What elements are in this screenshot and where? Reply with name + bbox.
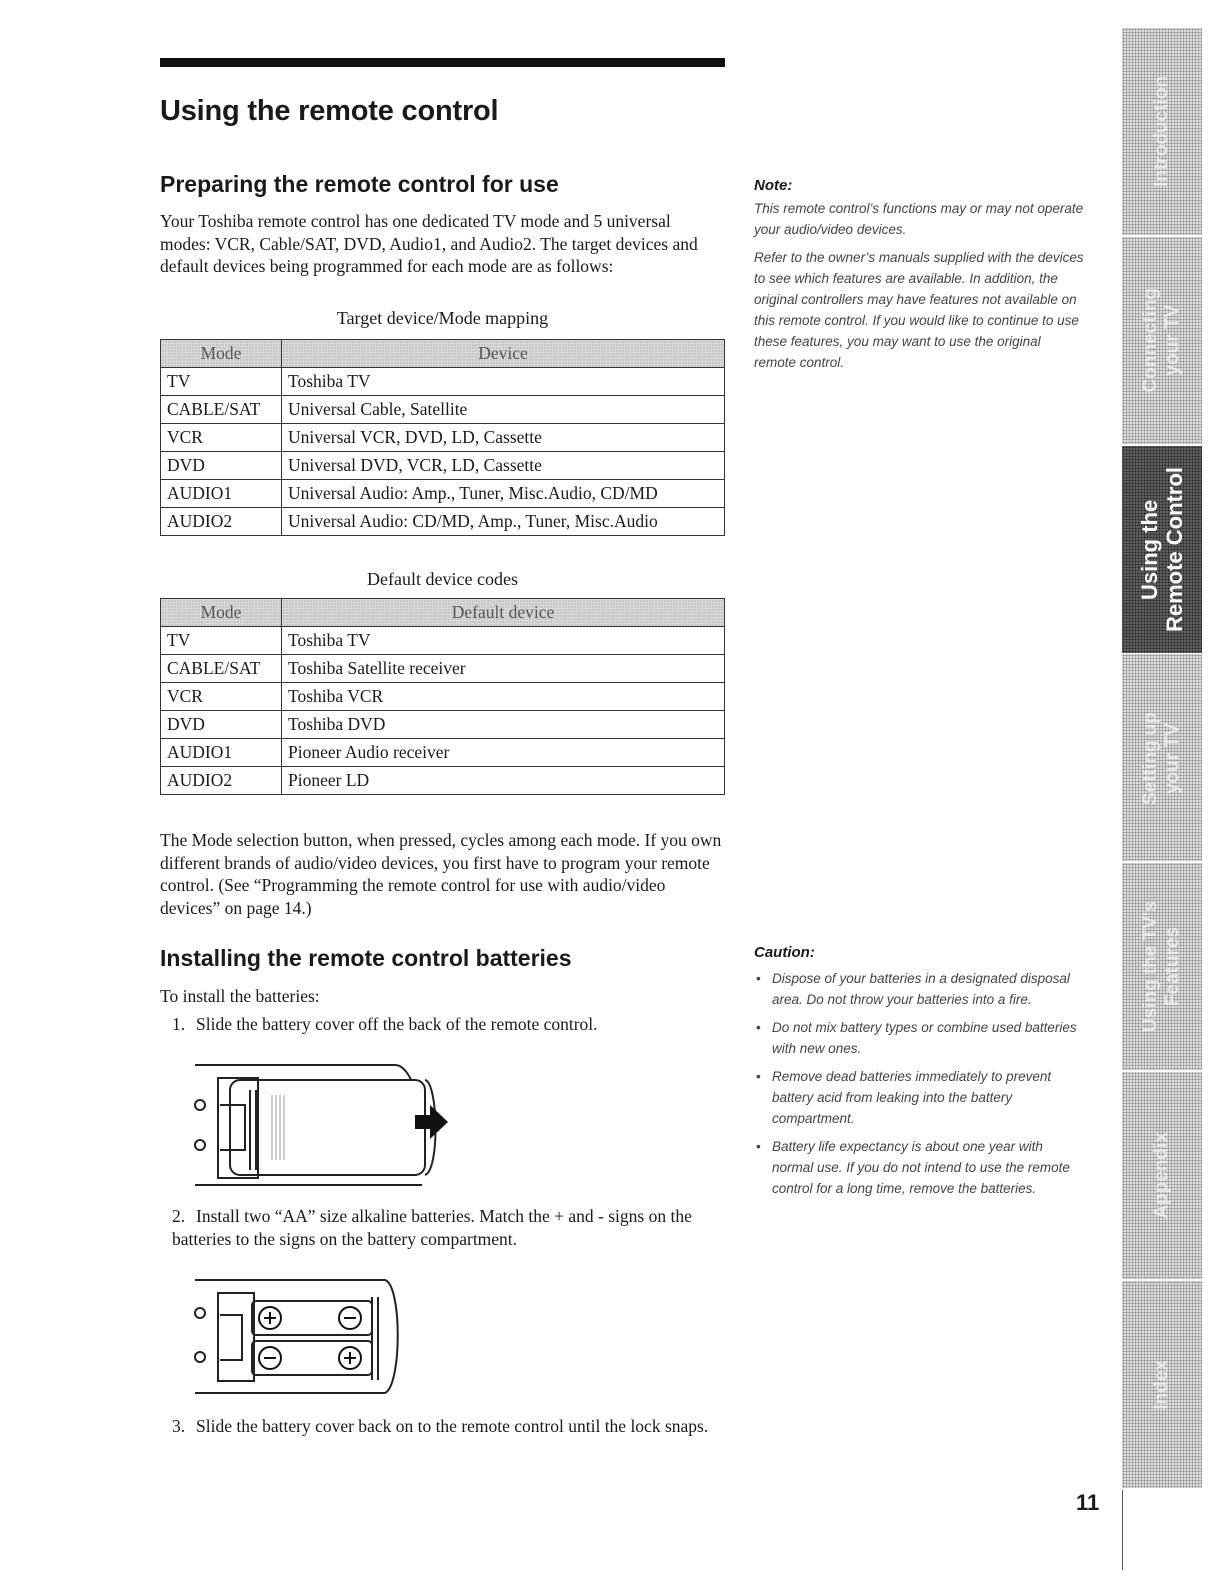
- step-2: [172, 1205, 712, 1250]
- table-cell: TV: [161, 368, 282, 396]
- table-cell: Pioneer LD: [282, 767, 725, 795]
- table-cell: Universal Audio: Amp., Tuner, Misc.Audio, CD/MD: [282, 480, 725, 508]
- battery-install-illustration: [190, 1275, 410, 1400]
- caution-list: [754, 968, 1084, 1206]
- page-number-rule: [1122, 1490, 1123, 1570]
- table-cell: Universal Audio: CD/MD, Amp., Tuner, Misc.Audio: [282, 508, 725, 536]
- table-cell: VCR: [161, 424, 282, 452]
- table-row: [161, 480, 725, 508]
- caution-heading: Caution:: [754, 944, 815, 961]
- bullet: •: [756, 1139, 761, 1154]
- tab-index[interactable]: [1122, 1281, 1202, 1488]
- page-title: Using the remote control: [160, 95, 499, 127]
- table-cell: Universal DVD, VCR, LD, Cassette: [282, 452, 725, 480]
- table-cell: AUDIO1: [161, 739, 282, 767]
- step-text: Install two “AA” size alkaline batteries. Match the + and - signs on the batteries to the signs on the battery compartment.: [172, 1206, 692, 1249]
- mode-selection-paragraph: The Mode selection button, when pressed, cycles among each mode. If you own different brands of audio/video devices, you first have to program your remote control. (See “Programming the remote control for use with audio/video devices” on page 14.): [160, 830, 722, 918]
- table-cell: Toshiba TV: [282, 368, 725, 396]
- note-heading: Note:: [754, 177, 793, 194]
- table-cell: CABLE/SAT: [161, 655, 282, 683]
- table-row: [161, 368, 725, 396]
- target-device-table: [160, 339, 725, 536]
- table-cell: AUDIO2: [161, 508, 282, 536]
- tab-label: Connecting your TV: [1140, 288, 1183, 393]
- section-heading-preparing: Preparing the remote control for use: [160, 171, 559, 197]
- note-paragraph-1: This remote control’s functions may or may not operate your audio/video devices.: [754, 201, 1084, 237]
- table-cell: Toshiba VCR: [282, 683, 725, 711]
- list-item: • Do not mix battery types or combine used batteries with new ones.: [754, 1017, 1084, 1059]
- bullet: •: [756, 1069, 761, 1084]
- table-cell: DVD: [161, 711, 282, 739]
- table-cell: AUDIO1: [161, 480, 282, 508]
- column-header: Mode: [161, 340, 282, 368]
- bullet: •: [756, 971, 761, 986]
- tab-label: Setting up your TV: [1140, 711, 1183, 805]
- tab-label: Using the TV's Features: [1140, 901, 1183, 1033]
- list-item: • Remove dead batteries immediately to prevent battery acid from leaking into the battery compartment.: [754, 1066, 1084, 1129]
- table-row: [161, 396, 725, 424]
- list-item: • Battery life expectancy is about one year with normal use. If you do not intend to use the remote control for a long time, remove the batteries.: [754, 1136, 1084, 1199]
- table-cell: CABLE/SAT: [161, 396, 282, 424]
- step-1: [172, 1013, 722, 1036]
- table-row: [161, 683, 725, 711]
- table-cell: Pioneer Audio receiver: [282, 739, 725, 767]
- table-cell: Universal VCR, DVD, LD, Cassette: [282, 424, 725, 452]
- step-number: 3.: [172, 1416, 186, 1436]
- list-item: • Dispose of your batteries in a designated disposal area. Do not throw your batteries into a fire.: [754, 968, 1084, 1010]
- tab-using-the-remote-control[interactable]: [1122, 446, 1202, 653]
- table-row: [161, 767, 725, 795]
- table-cell: Universal Cable, Satellite: [282, 396, 725, 424]
- chapter-tabs: [1122, 28, 1202, 1488]
- page-number: 11: [1076, 1490, 1100, 1515]
- table-cell: Toshiba DVD: [282, 711, 725, 739]
- table-cell: VCR: [161, 683, 282, 711]
- table-row: [161, 739, 725, 767]
- tab-label: Index: [1151, 1359, 1172, 1410]
- bullet: •: [756, 1020, 761, 1035]
- table-row: [161, 424, 725, 452]
- table-row: [161, 655, 725, 683]
- table-row: [161, 452, 725, 480]
- step-number: 2.: [172, 1206, 186, 1226]
- column-header: Device: [282, 340, 725, 368]
- step-text: Slide the battery cover back on to the remote control until the lock snaps.: [196, 1416, 709, 1436]
- tab-label: Introduction: [1151, 76, 1172, 187]
- table-cell: TV: [161, 627, 282, 655]
- table-row: [161, 711, 725, 739]
- tab-appendix[interactable]: [1122, 1072, 1202, 1279]
- intro-paragraph: Your Toshiba remote control has one dedicated TV mode and 5 universal modes: VCR, Cable/SAT, DVD, Audio1, and Audio2. The target devices and default devices being programmed for each mode are as follows:: [160, 211, 698, 276]
- tab-introduction[interactable]: [1122, 28, 1202, 235]
- tab-label: Using the Remote Control: [1137, 466, 1187, 632]
- default-device-table: [160, 598, 725, 795]
- table-header-row: [161, 599, 725, 627]
- batteries-intro: To install the batteries:: [160, 986, 320, 1006]
- battery-cover-illustration: [190, 1060, 460, 1190]
- step-3: [172, 1415, 712, 1438]
- note-paragraph-2: Refer to the owner’s manuals supplied with the devices to see which features are available. In addition, the original controllers may have features not available on this remote control. If you would like to continue to use these features, you may want to use the original remote control.: [754, 250, 1084, 370]
- table-cell: DVD: [161, 452, 282, 480]
- table-cell: Toshiba TV: [282, 627, 725, 655]
- tab-label: Appendix: [1151, 1132, 1172, 1219]
- table2-caption: Default device codes: [367, 569, 518, 589]
- table-header-row: [161, 340, 725, 368]
- table1-caption: Target device/Mode mapping: [336, 308, 549, 328]
- title-rule: [160, 58, 725, 67]
- section-heading-batteries: Installing the remote control batteries: [160, 945, 572, 971]
- column-header: Mode: [161, 599, 282, 627]
- column-header: Default device: [282, 599, 725, 627]
- tab-connecting-your-tv[interactable]: [1122, 237, 1202, 444]
- tab-using-the-tvs-features[interactable]: [1122, 863, 1202, 1070]
- table-row: [161, 508, 725, 536]
- table-cell: AUDIO2: [161, 767, 282, 795]
- step-text: Slide the battery cover off the back of the remote control.: [196, 1014, 598, 1034]
- table-row: [161, 627, 725, 655]
- tab-setting-up-your-tv[interactable]: [1122, 654, 1202, 861]
- table-cell: Toshiba Satellite receiver: [282, 655, 725, 683]
- step-number: 1.: [172, 1014, 186, 1034]
